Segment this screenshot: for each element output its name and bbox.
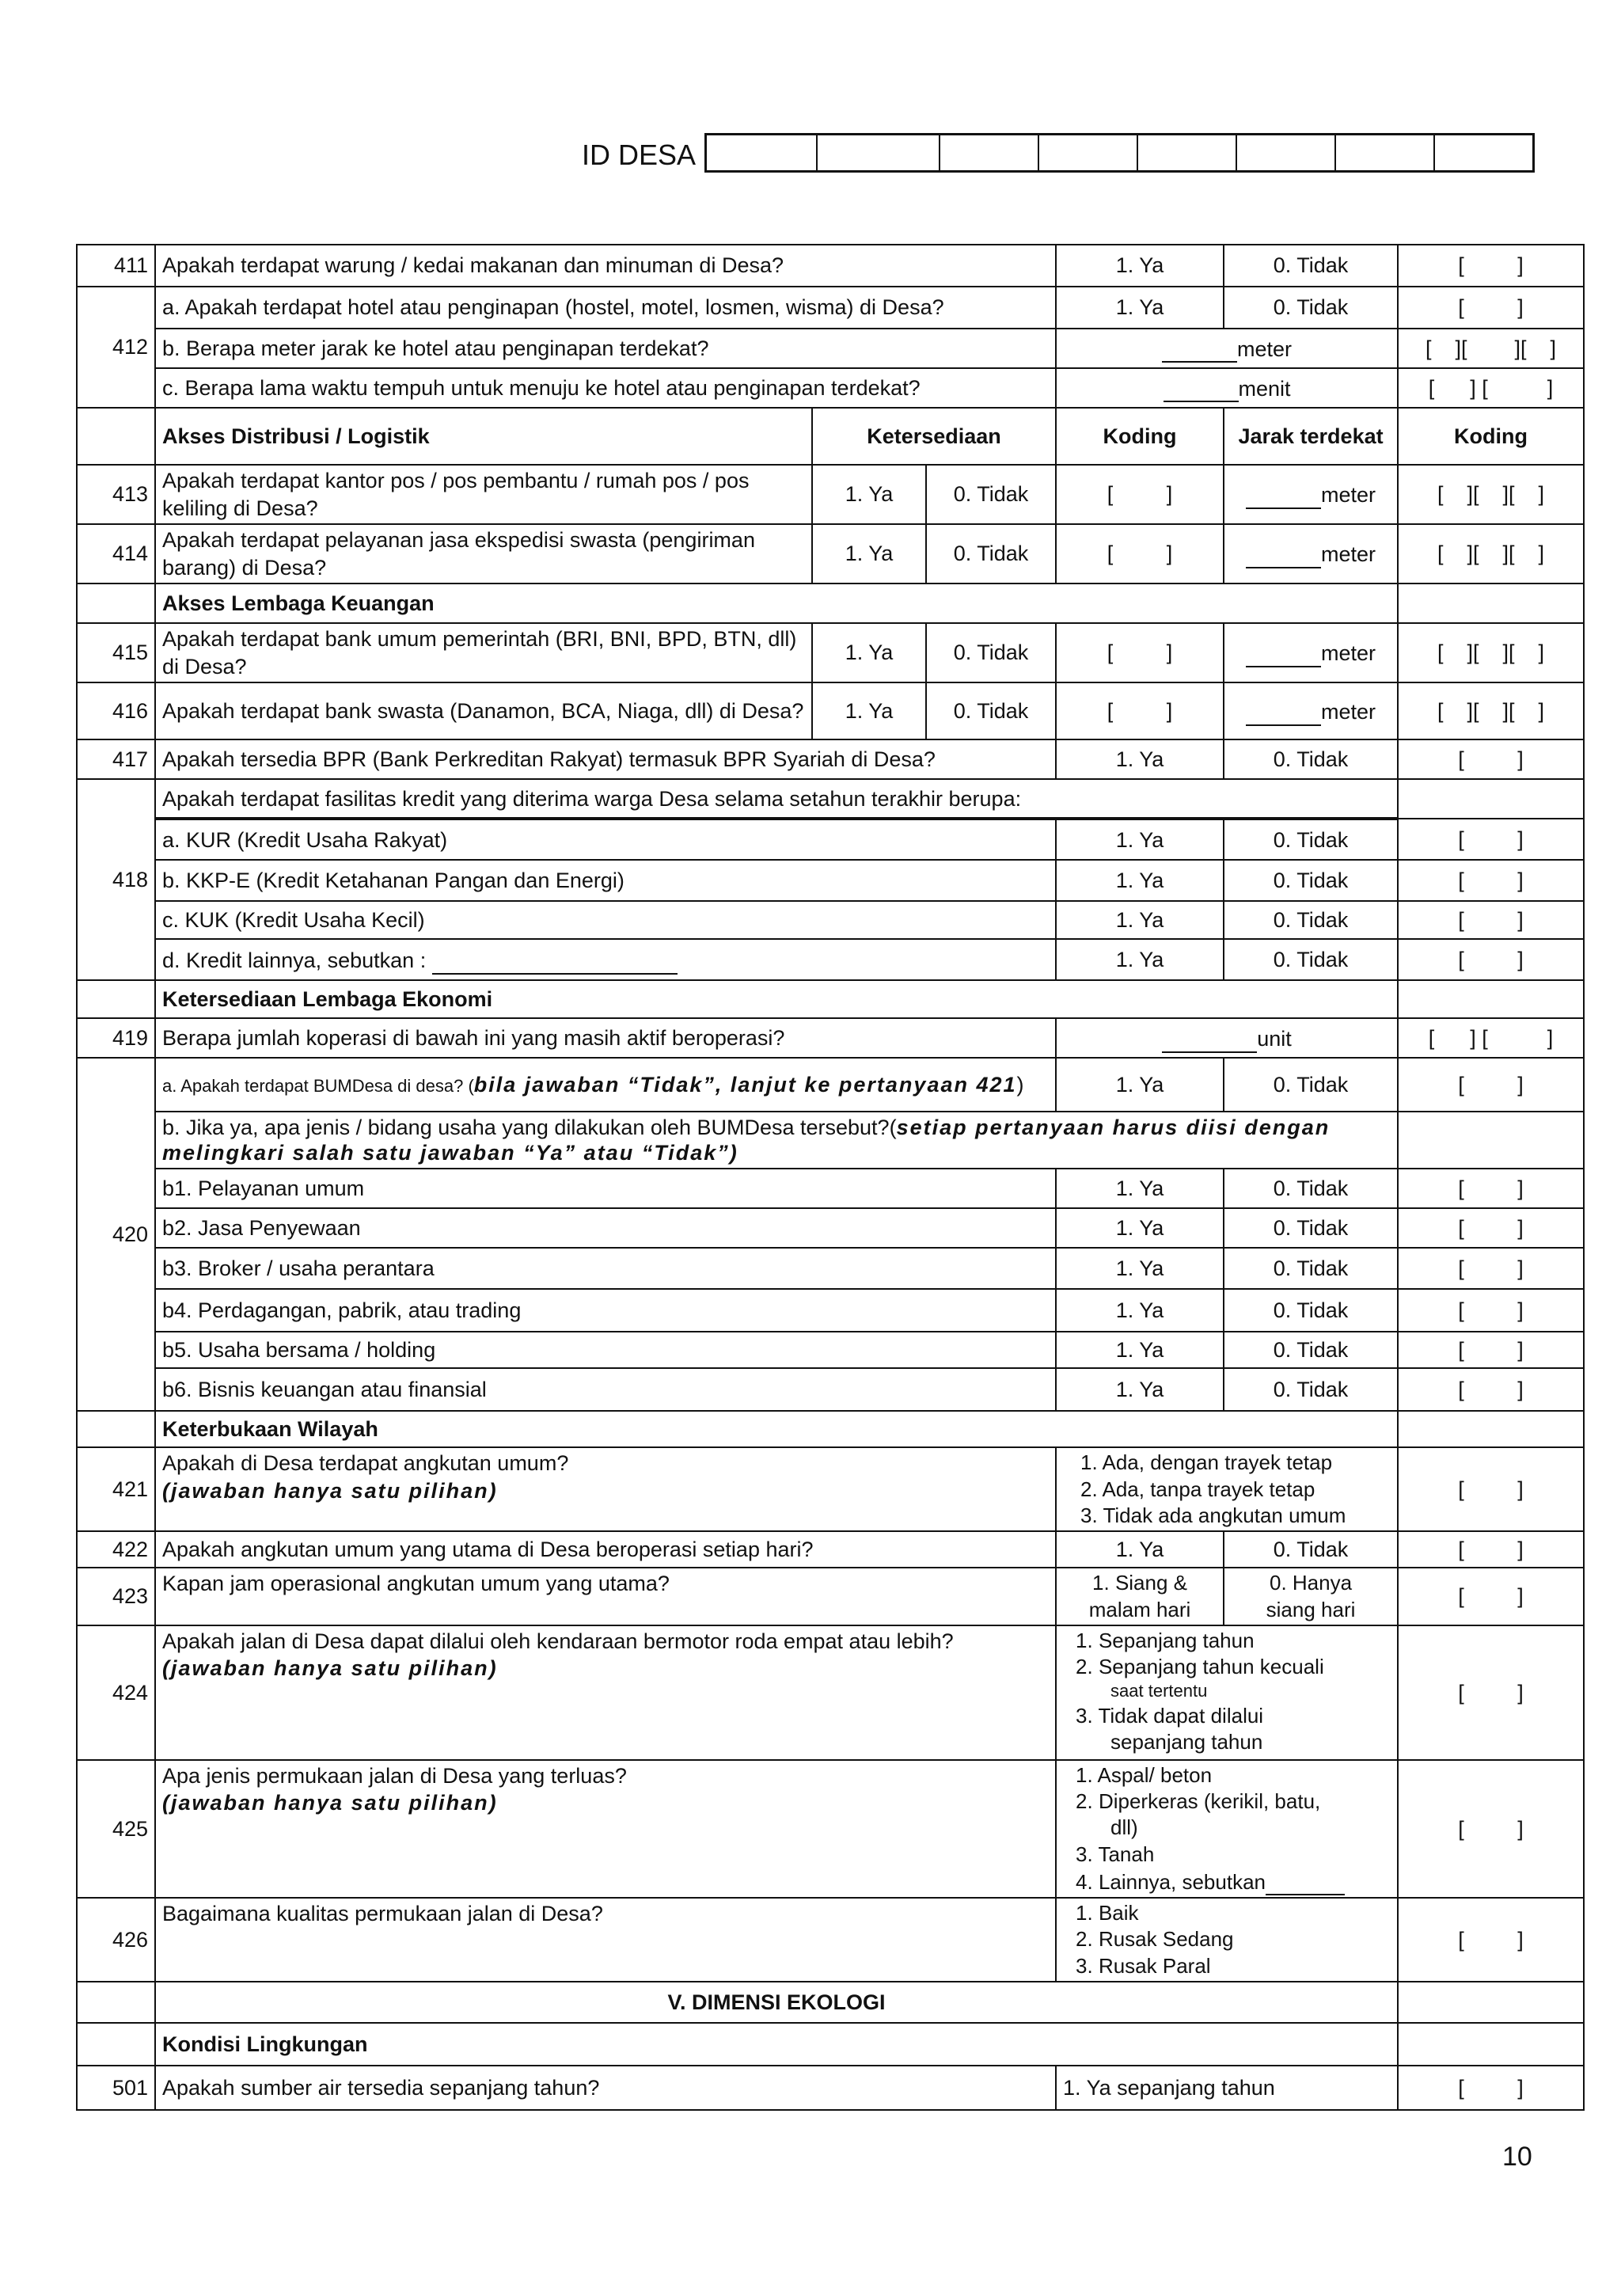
answer-option[interactable]: 3. Tanah xyxy=(1076,1842,1155,1866)
sub-question-label: b1. Pelayanan umum xyxy=(155,1169,1056,1208)
question-text: Apakah terdapat bank swasta (Danamon, BCA, Niaga, dll) di Desa? xyxy=(155,682,812,739)
answer-instruction: (jawaban hanya satu pilihan) xyxy=(162,1791,498,1815)
option-tidak[interactable]: 0. Tidak xyxy=(1224,1332,1398,1368)
question-text: b. Berapa meter jarak ke hotel atau penginapan terdekat? xyxy=(155,329,1056,368)
sub-question-row xyxy=(77,1368,1584,1411)
section-title: Akses Distribusi / Logistik xyxy=(155,408,812,465)
answer-option[interactable]: 3. Tidak ada angkutan umum xyxy=(1080,1503,1346,1527)
sub-question-label: d. Kredit lainnya, sebutkan : xyxy=(155,939,1056,980)
option-tidak[interactable]: 0. Tidak xyxy=(926,623,1056,682)
page-number: 10 xyxy=(1502,2142,1532,2172)
question-text: Apakah jalan di Desa dapat dilalui oleh kendaraan bermotor roda empat atau lebih? (jawaban hanya satu pilihan) xyxy=(155,1625,1056,1760)
time-field[interactable] xyxy=(1056,368,1398,408)
answer-code[interactable]: [ ] xyxy=(1398,1058,1584,1112)
question-text: Apakah terdapat bank umum pemerintah (BRI, BNI, BPD, BTN, dll) di Desa? xyxy=(155,623,812,682)
answer-options[interactable] xyxy=(1056,1898,1398,1982)
answer-code[interactable]: [ ] xyxy=(1398,245,1584,287)
option-tidak[interactable]: 0. Tidak xyxy=(1224,819,1398,860)
option-ya[interactable]: 1. Ya xyxy=(1056,1169,1224,1208)
answer-option[interactable]: 1. Baik xyxy=(1076,1901,1139,1925)
sub-question-row xyxy=(77,860,1584,901)
option-tidak[interactable]: 0. Tidak xyxy=(926,524,1056,584)
unit-label: meter xyxy=(1321,700,1376,724)
answer-code[interactable]: [ ] xyxy=(1398,1332,1584,1368)
question-text: a. Apakah terdapat BUMDesa di desa? (bila jawaban “Tidak”, lanjut ke pertanyaan 421) xyxy=(155,1058,1056,1112)
question-row-415 xyxy=(77,623,1584,682)
question-row-501 xyxy=(77,2066,1584,2110)
answer-code[interactable]: [ ] xyxy=(1398,1368,1584,1411)
sub-question-row xyxy=(77,1332,1584,1368)
question-number: 419 xyxy=(77,1018,155,1058)
option-tidak[interactable]: 0. Tidak xyxy=(926,465,1056,524)
sub-question-row xyxy=(77,1248,1584,1289)
column-header-jarak: Jarak terdekat xyxy=(1224,408,1398,465)
question-row-417 xyxy=(77,739,1584,779)
unit-label: menit xyxy=(1238,376,1291,401)
answer-option-note: dll) xyxy=(1110,1815,1138,1840)
answer-code[interactable]: [ ] xyxy=(1398,1531,1584,1568)
answer-option[interactable]: 3. Rusak Paral xyxy=(1076,1953,1211,1978)
option-tidak[interactable]: 0. Tidak xyxy=(1224,1169,1398,1208)
question-number: 416 xyxy=(77,682,155,739)
option-tidak[interactable]: 0. Tidak xyxy=(1224,1058,1398,1112)
answer-options[interactable] xyxy=(1056,1625,1398,1760)
question-number: 424 xyxy=(77,1625,155,1760)
unit-label: meter xyxy=(1237,336,1293,361)
question-text: Apakah terdapat pelayanan jasa ekspedisi swasta (pengiriman barang) di Desa? xyxy=(155,524,812,584)
fill-instruction: setiap pertanyaan harus diisi dengan melingkari salah satu jawaban “Ya” atau “Tidak”) xyxy=(162,1115,1331,1165)
id-box[interactable] xyxy=(940,135,1039,170)
question-number: 501 xyxy=(77,2066,155,2110)
answer-code[interactable]: [ ] xyxy=(1056,465,1224,524)
question-row-413 xyxy=(77,465,1584,524)
question-row-426 xyxy=(77,1898,1584,1982)
sub-question-label: b6. Bisnis keuangan atau finansial xyxy=(155,1368,1056,1411)
answer-option[interactable]: 2. Rusak Sedang xyxy=(1076,1927,1234,1952)
answer-code[interactable]: [ ] xyxy=(1398,1289,1584,1332)
distance-code[interactable]: [ ][ ][ ] xyxy=(1398,623,1584,682)
option-tidak[interactable]: 0. Tidak xyxy=(1224,739,1398,779)
answer-option[interactable]: 3. Tidak dapat dilalui xyxy=(1076,1703,1264,1728)
answer-option[interactable]: 1. Ya sepanjang tahun xyxy=(1056,2066,1398,2110)
unit-label: meter xyxy=(1321,483,1376,507)
id-box[interactable] xyxy=(1435,135,1532,170)
answer-option[interactable]: 1. Ada, dengan trayek tetap xyxy=(1080,1450,1333,1475)
answer-code[interactable]: [ ] [ ] xyxy=(1398,368,1584,408)
sub-question-row xyxy=(77,1208,1584,1248)
distance-field[interactable] xyxy=(1224,465,1398,524)
answer-options[interactable] xyxy=(1056,1447,1398,1531)
sub-question-label: a. KUR (Kredit Usaha Rakyat) xyxy=(155,819,1056,860)
distance-code[interactable]: [ ][ ][ ] xyxy=(1398,465,1584,524)
question-row-421 xyxy=(77,1447,1584,1531)
answer-code[interactable]: [ ] xyxy=(1398,1208,1584,1248)
id-box[interactable] xyxy=(1336,135,1435,170)
option-ya[interactable]: 1. Ya xyxy=(1056,287,1224,329)
option-ya[interactable]: 1. Ya xyxy=(1056,860,1224,901)
section-header-distribusi xyxy=(77,408,1584,465)
sub-question-row xyxy=(77,1289,1584,1332)
question-text: b. Jika ya, apa jenis / bidang usaha yang dilakukan oleh BUMDesa tersebut?(setiap pertanyaan harus diisi dengan melingkari salah satu jawaban “Ya” atau “Tidak”) xyxy=(155,1112,1398,1169)
option-siang[interactable]: 0. Hanya siang hari xyxy=(1224,1568,1398,1625)
section-title: Keterbukaan Wilayah xyxy=(155,1411,1398,1447)
answer-code[interactable]: [ ] xyxy=(1398,939,1584,980)
unit-label: meter xyxy=(1321,641,1376,666)
answer-option-note: saat tertentu xyxy=(1110,1681,1208,1701)
id-box[interactable] xyxy=(1039,135,1138,170)
count-field[interactable] xyxy=(1056,1018,1398,1058)
question-number: 422 xyxy=(77,1531,155,1568)
option-tidak[interactable]: 0. Tidak xyxy=(1224,860,1398,901)
answer-option[interactable]: 2. Diperkeras (kerikil, batu, xyxy=(1076,1789,1321,1814)
question-number: 421 xyxy=(77,1447,155,1531)
answer-code[interactable]: [ ] xyxy=(1056,524,1224,584)
answer-code[interactable]: [ ] xyxy=(1398,1447,1584,1531)
option-ya[interactable]: 1. Ya xyxy=(812,465,926,524)
option-ya[interactable]: 1. Ya xyxy=(812,682,926,739)
question-text: Apa jenis permukaan jalan di Desa yang terluas? (jawaban hanya satu pilihan) xyxy=(155,1760,1056,1898)
question-text: Berapa jumlah koperasi di bawah ini yang masih aktif beroperasi? xyxy=(155,1018,1056,1058)
answer-instruction: (jawaban hanya satu pilihan) xyxy=(162,1656,498,1681)
distance-field[interactable] xyxy=(1224,682,1398,739)
option-ya[interactable]: 1. Ya xyxy=(1056,1289,1224,1332)
answer-code[interactable]: [ ] xyxy=(1398,2066,1584,2110)
answer-instruction: (jawaban hanya satu pilihan) xyxy=(162,1478,498,1503)
option-siang-malam[interactable]: 1. Siang & malam hari xyxy=(1056,1568,1224,1625)
question-row-424 xyxy=(77,1625,1584,1760)
sub-question-row xyxy=(77,939,1584,980)
answer-options[interactable] xyxy=(1056,1760,1398,1898)
column-header-koding: Koding xyxy=(1056,408,1224,465)
option-ya[interactable]: 1. Ya xyxy=(1056,939,1224,980)
option-ya[interactable]: 1. Ya xyxy=(1056,1332,1224,1368)
option-tidak[interactable]: 0. Tidak xyxy=(1224,1368,1398,1411)
unit-label: meter xyxy=(1321,542,1376,567)
option-tidak[interactable]: 0. Tidak xyxy=(1224,1289,1398,1332)
option-tidak[interactable]: 0. Tidak xyxy=(1224,1531,1398,1568)
section-header-ekonomi xyxy=(77,980,1584,1018)
id-desa-label: ID DESA xyxy=(582,139,697,171)
question-text: c. Berapa lama waktu tempuh untuk menuju ke hotel atau penginapan terdekat? xyxy=(155,368,1056,408)
question-text: Kapan jam operasional angkutan umum yang utama? xyxy=(155,1568,1056,1625)
question-row-422 xyxy=(77,1531,1584,1568)
distance-field[interactable] xyxy=(1224,623,1398,682)
section-title: Akses Lembaga Keuangan xyxy=(155,584,1398,623)
answer-option[interactable]: 1. Aspal/ beton xyxy=(1076,1762,1213,1787)
option-tidak[interactable]: 0. Tidak xyxy=(1224,245,1398,287)
sub-question-row xyxy=(77,901,1584,939)
question-row-412a xyxy=(77,287,1584,329)
question-number: 411 xyxy=(77,245,155,287)
sub-question-label: b2. Jasa Penyewaan xyxy=(155,1208,1056,1248)
sub-question-label: b. KKP-E (Kredit Ketahanan Pangan dan Energi) xyxy=(155,860,1056,901)
option-ya[interactable]: 1. Ya xyxy=(1056,1248,1224,1289)
question-number: 412 xyxy=(77,287,155,408)
unit-label: unit xyxy=(1257,1027,1292,1051)
question-row-425 xyxy=(77,1760,1584,1898)
fill-in-blank[interactable] xyxy=(1266,1868,1345,1895)
answer-code[interactable]: [ ] xyxy=(1398,1625,1584,1760)
answer-code[interactable]: [ ] xyxy=(1398,860,1584,901)
option-tidak[interactable]: 0. Tidak xyxy=(1224,287,1398,329)
question-text: Apakah terdapat fasilitas kredit yang diterima warga Desa selama setahun terakhir berupa: xyxy=(155,779,1398,819)
answer-code[interactable]: [ ] xyxy=(1056,623,1224,682)
answer-code[interactable]: [ ] xyxy=(1398,1898,1584,1982)
question-number: 426 xyxy=(77,1898,155,1982)
option-ya[interactable]: 1. Ya xyxy=(1056,1368,1224,1411)
option-ya[interactable]: 1. Ya xyxy=(1056,901,1224,939)
answer-code[interactable]: [ ] xyxy=(1398,287,1584,329)
answer-code[interactable]: [ ][ ][ ] xyxy=(1398,329,1584,368)
question-row-418 xyxy=(77,779,1584,819)
question-text: Apakah di Desa terdapat angkutan umum? (jawaban hanya satu pilihan) xyxy=(155,1447,1056,1531)
id-desa-boxes xyxy=(704,133,1535,173)
answer-code[interactable]: [ ] xyxy=(1056,682,1224,739)
question-number: 418 xyxy=(77,779,155,980)
distance-field[interactable] xyxy=(1224,524,1398,584)
answer-option[interactable]: 2. Sepanjang tahun kecuali xyxy=(1076,1655,1324,1679)
sub-question-label: b4. Perdagangan, pabrik, atau trading xyxy=(155,1289,1056,1332)
option-tidak[interactable]: 0. Tidak xyxy=(1224,939,1398,980)
section-title: Kondisi Lingkungan xyxy=(155,2023,1398,2066)
question-number: 414 xyxy=(77,524,155,584)
question-text: Bagaimana kualitas permukaan jalan di Desa? xyxy=(155,1898,1056,1982)
skip-instruction: bila jawaban “Tidak”, lanjut ke pertanyaan 421 xyxy=(473,1072,1017,1097)
section-header-wilayah xyxy=(77,1411,1584,1447)
section-v-title: V. DIMENSI EKOLOGI xyxy=(155,1982,1398,2023)
id-box[interactable] xyxy=(1138,135,1237,170)
sub-question-label: b5. Usaha bersama / holding xyxy=(155,1332,1056,1368)
option-ya[interactable]: 1. Ya xyxy=(812,623,926,682)
question-text: Apakah tersedia BPR (Bank Perkreditan Rakyat) termasuk BPR Syariah di Desa? xyxy=(155,739,1056,779)
answer-code[interactable]: [ ] xyxy=(1398,901,1584,939)
section-v-row xyxy=(77,1982,1584,2023)
section-header-keuangan xyxy=(77,584,1584,623)
question-text: Apakah sumber air tersedia sepanjang tahun? xyxy=(155,2066,1056,2110)
question-number: 425 xyxy=(77,1760,155,1898)
option-tidak[interactable]: 0. Tidak xyxy=(1224,901,1398,939)
question-number: 415 xyxy=(77,623,155,682)
option-tidak[interactable]: 0. Tidak xyxy=(1224,1248,1398,1289)
option-ya[interactable]: 1. Ya xyxy=(812,524,926,584)
answer-code[interactable]: [ ] xyxy=(1398,739,1584,779)
question-number: 420 xyxy=(77,1058,155,1411)
questionnaire-body xyxy=(76,244,1585,2111)
question-number: 423 xyxy=(77,1568,155,1625)
id-box[interactable] xyxy=(707,135,818,170)
question-number: 417 xyxy=(77,739,155,779)
answer-code[interactable]: [ ] xyxy=(1398,819,1584,860)
section-header-lingkungan xyxy=(77,2023,1584,2066)
question-text: Apakah terdapat kantor pos / pos pembantu / rumah pos / pos keliling di Desa? xyxy=(155,465,812,524)
answer-option[interactable]: 2. Ada, tanpa trayek tetap xyxy=(1080,1477,1315,1501)
question-row-419 xyxy=(77,1018,1584,1058)
question-row-414 xyxy=(77,524,1584,584)
sub-question-label: b3. Broker / usaha perantara xyxy=(155,1248,1056,1289)
id-box[interactable] xyxy=(1237,135,1336,170)
answer-code[interactable]: [ ] xyxy=(1398,1248,1584,1289)
question-row-412c xyxy=(77,368,1584,408)
answer-option[interactable]: 4. Lainnya, sebutkan xyxy=(1076,1868,1391,1895)
option-ya[interactable]: 1. Ya xyxy=(1056,1058,1224,1112)
answer-option[interactable]: 1. Sepanjang tahun xyxy=(1076,1628,1255,1652)
distance-code[interactable]: [ ][ ][ ] xyxy=(1398,524,1584,584)
question-row-412b xyxy=(77,329,1584,368)
distance-field[interactable] xyxy=(1056,329,1398,368)
section-title: Ketersediaan Lembaga Ekonomi xyxy=(155,980,1398,1018)
question-row-416 xyxy=(77,682,1584,739)
question-text: a. Apakah terdapat hotel atau penginapan (hostel, motel, losmen, wisma) di Desa? xyxy=(155,287,1056,329)
question-row-423 xyxy=(77,1568,1584,1625)
answer-option-note: sepanjang tahun xyxy=(1110,1729,1263,1754)
option-tidak[interactable]: 0. Tidak xyxy=(926,682,1056,739)
option-ya[interactable]: 1. Ya xyxy=(1056,1208,1224,1248)
question-row-420a xyxy=(77,1058,1584,1112)
question-row-420b xyxy=(77,1112,1584,1169)
answer-code[interactable]: [ ] xyxy=(1398,1169,1584,1208)
question-text: Apakah angkutan umum yang utama di Desa beroperasi setiap hari? xyxy=(155,1531,1056,1568)
option-ya[interactable]: 1. Ya xyxy=(1056,245,1224,287)
id-box[interactable] xyxy=(818,135,940,170)
option-ya[interactable]: 1. Ya xyxy=(1056,819,1224,860)
answer-code[interactable]: [ ] xyxy=(1398,1760,1584,1898)
column-header-koding: Koding xyxy=(1398,408,1584,465)
option-ya[interactable]: 1. Ya xyxy=(1056,739,1224,779)
question-number: 413 xyxy=(77,465,155,524)
distance-code[interactable]: [ ][ ][ ] xyxy=(1398,682,1584,739)
option-ya[interactable]: 1. Ya xyxy=(1056,1531,1224,1568)
question-text: Apakah terdapat warung / kedai makanan dan minuman di Desa? xyxy=(155,245,1056,287)
answer-code[interactable]: [ ] xyxy=(1398,1568,1584,1625)
sub-question-row xyxy=(77,819,1584,860)
sub-question-row xyxy=(77,1169,1584,1208)
fill-in-blank[interactable] xyxy=(432,945,678,975)
option-tidak[interactable]: 0. Tidak xyxy=(1224,1208,1398,1248)
question-row-411 xyxy=(77,245,1584,287)
column-header-ketersediaan: Ketersediaan xyxy=(812,408,1056,465)
sub-question-label: c. KUK (Kredit Usaha Kecil) xyxy=(155,901,1056,939)
answer-code[interactable]: [ ] [ ] xyxy=(1398,1018,1584,1058)
